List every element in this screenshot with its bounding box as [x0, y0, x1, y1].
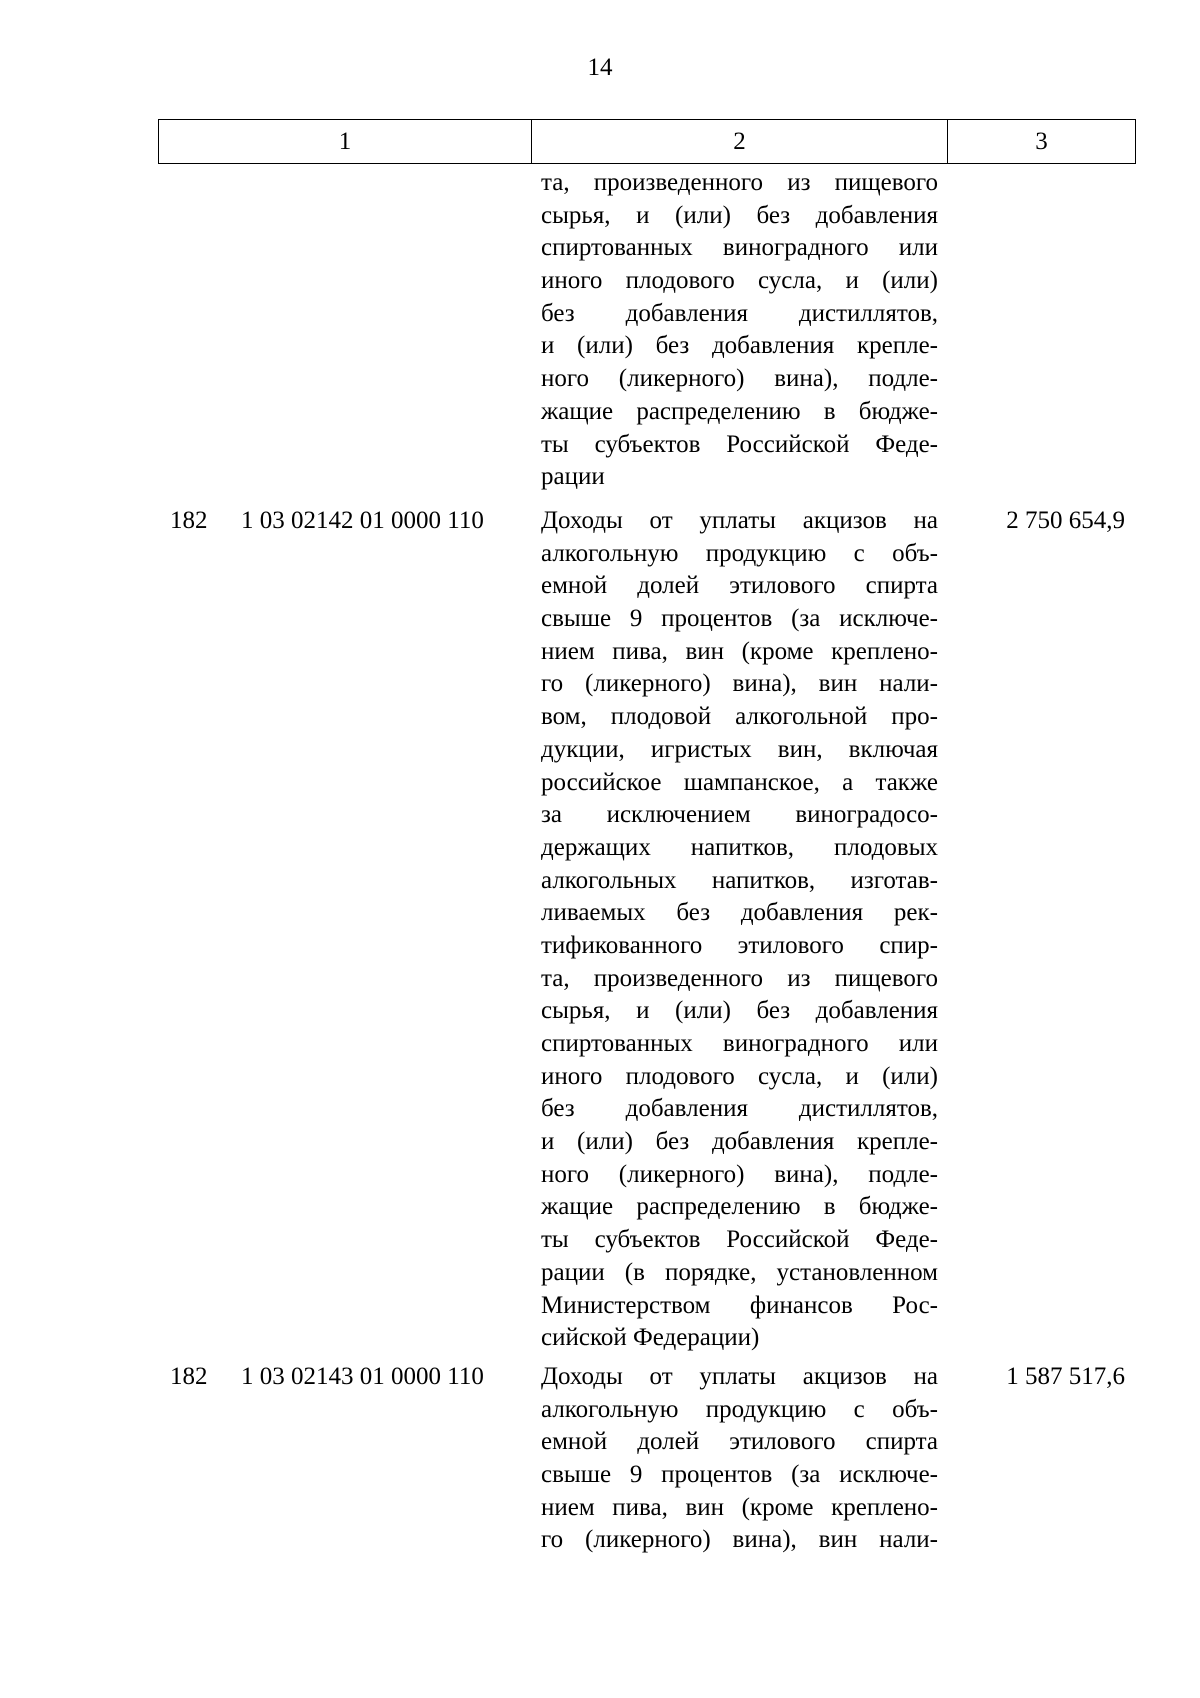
continuation-description	[541, 167, 938, 494]
column-header-3: 3	[1035, 128, 1048, 155]
description-line: ты субъектов Российской Феде-	[541, 430, 938, 458]
kbk-code: 1 03 02143 01 0000 110	[241, 1363, 484, 1390]
column-header-2: 2	[532, 120, 948, 163]
description-line: нием пива, вин (кроме креплено-	[541, 1493, 938, 1521]
description-line: российское шампанское, а также	[541, 768, 938, 796]
description-line: алкогольную продукцию с объ-	[541, 1395, 938, 1423]
description-line: и (или) без добавления крепле-	[541, 332, 938, 360]
amount: 1 587 517,6	[1006, 1363, 1125, 1390]
description-line: го (ликерного) вина), вин нали-	[541, 1526, 938, 1554]
description-line: Министерством финансов Рос-	[541, 1291, 938, 1319]
amount: 2 750 654,9	[1006, 507, 1125, 534]
description-line: спиртованных виноградного или	[541, 1030, 938, 1057]
description-line: без добавления дистиллятов,	[541, 299, 938, 327]
description-line: го (ликерного) вина), вин нали-	[541, 670, 938, 698]
description-line: жащие распределению в бюдже-	[541, 397, 938, 425]
description-line: та, произведенного из пищевого	[541, 169, 938, 196]
row-description	[541, 1361, 938, 1557]
column-header-1: 1	[159, 120, 532, 163]
description-line: тификованного этилового спир-	[541, 931, 938, 959]
description-line: и (или) без добавления крепле-	[541, 1128, 938, 1156]
row-description	[541, 505, 938, 1355]
description-line: нием пива, вин (кроме креплено-	[541, 637, 938, 665]
description-line: иного плодового сусла, и (или)	[541, 1062, 938, 1090]
description-line: ливаемых без добавления рек-	[541, 899, 938, 927]
description-line: Доходы от уплаты акцизов на	[541, 507, 938, 534]
description-line: емной долей этилового спирта	[541, 1428, 938, 1456]
description-line: свыше 9 процентов (за исключе-	[541, 1461, 938, 1489]
description-line: сырья, и (или) без добавления	[541, 201, 938, 229]
description-line: жащие распределению в бюдже-	[541, 1193, 938, 1221]
description-line: та, произведенного из пищевого	[541, 964, 938, 992]
description-line: ты субъектов Российской Феде-	[541, 1226, 938, 1254]
table-header-row	[158, 119, 1136, 164]
description-line: свыше 9 процентов (за исключе-	[541, 605, 938, 633]
page-number: 14	[587, 54, 613, 81]
description-line: без добавления дистиллятов,	[541, 1095, 938, 1123]
description-line: емной долей этилового спирта	[541, 572, 938, 600]
description-line: алкогольную продукцию с объ-	[541, 539, 938, 567]
description-line: ного (ликерного) вина), подле-	[541, 365, 938, 393]
admin-code: 182	[170, 1363, 208, 1390]
admin-code: 182	[170, 507, 208, 534]
description-line: иного плодового сусла, и (или)	[541, 267, 938, 295]
description-line: рации (в порядке, установленном	[541, 1258, 938, 1286]
description-line: рации	[541, 463, 605, 491]
description-line: держащих напитков, плодовых	[541, 833, 938, 861]
kbk-code: 1 03 02142 01 0000 110	[241, 507, 484, 534]
description-line: дукции, игристых вин, включая	[541, 735, 938, 763]
description-line: ного (ликерного) вина), подле-	[541, 1160, 938, 1188]
description-line: сырья, и (или) без добавления	[541, 997, 938, 1025]
description-line: сийской Федерации)	[541, 1324, 760, 1352]
description-line: спиртованных виноградного или	[541, 234, 938, 262]
description-line: Доходы от уплаты акцизов на	[541, 1363, 938, 1390]
description-line: алкогольных напитков, изготав-	[541, 866, 938, 894]
description-line: вом, плодовой алкогольной про-	[541, 703, 938, 731]
description-line: за исключением виноградосо-	[541, 801, 938, 829]
